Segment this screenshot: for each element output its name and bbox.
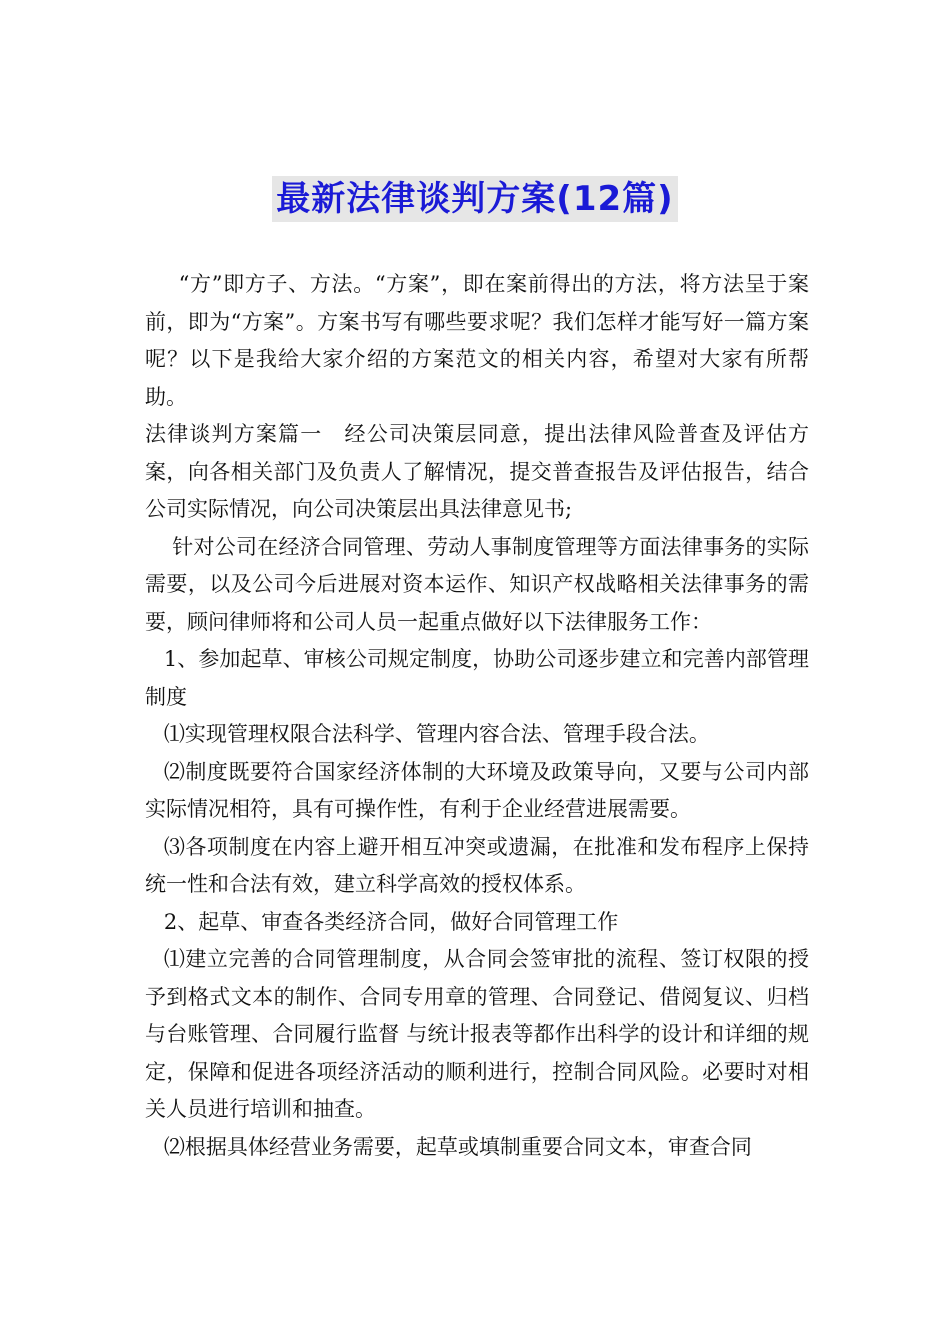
body-paragraph: 2、起草、审查各类经济合同，做好合同管理工作 (163, 909, 619, 934)
body-paragraph: 法律谈判方案篇一 经公司决策层同意，提出法律风险普查及评估方案，向各相关部门及负责人了解情况，提交普查报告及评估报告，结合公司实际情况，向公司决策层出具法律意见书; (145, 422, 809, 521)
title-wrapper (0, 176, 950, 222)
body-paragraph: ⑵制度既要符合国家经济体制的大环境及政策导向，又要与公司内部实际情况相符，具有可操作性，有利于企业经营进展需要。 (145, 759, 809, 821)
body-paragraph: ⑵根据具体经营业务需要，起草或填制重要合同文本，审查合同 (163, 1134, 752, 1159)
body-paragraph: “方”即方子、方法。“方案”，即在案前得出的方法，将方法呈于案前，即为“方案”。方案书写有哪些要求呢？我们怎样才能写好一篇方案呢？以下是我给大家介绍的方案范文的相关内容，希望对大家有所帮助。 (145, 272, 809, 409)
body-paragraph: 1、参加起草、审核公司规定制度，协助公司逐步建立和完善内部管理制度 (145, 647, 809, 709)
body-paragraph: ⑶各项制度在内容上避开相互冲突或遗漏，在批准和发布程序上保持统一性和合法有效，建立科学高效的授权体系。 (145, 834, 809, 896)
document-body (145, 266, 809, 1166)
body-paragraph: ⑴实现管理权限合法科学、管理内容合法、管理手段合法。 (163, 722, 710, 746)
body-paragraph: 针对公司在经济合同管理、劳动人事制度管理等方面法律事务的实际需要，以及公司今后进展对资本运作、知识产权战略相关法律事务的需要，顾问律师将和公司人员一起重点做好以下法律服务工作： (145, 534, 809, 634)
body-paragraph: ⑴建立完善的合同管理制度，从合同会签审批的流程、签订权限的授予到格式文本的制作、合同专用章的管理、合同登记、借阅复议、归档与台账管理、合同履行监督 与统计报表等都作出科学的设计和详细的规定，保障和促进各项经济活动的顺利进行，控制合同风险。必要时对相关人员进行培训和抽查。 (145, 947, 809, 1121)
document-title: 最新法律谈判方案(12篇) (272, 176, 677, 222)
